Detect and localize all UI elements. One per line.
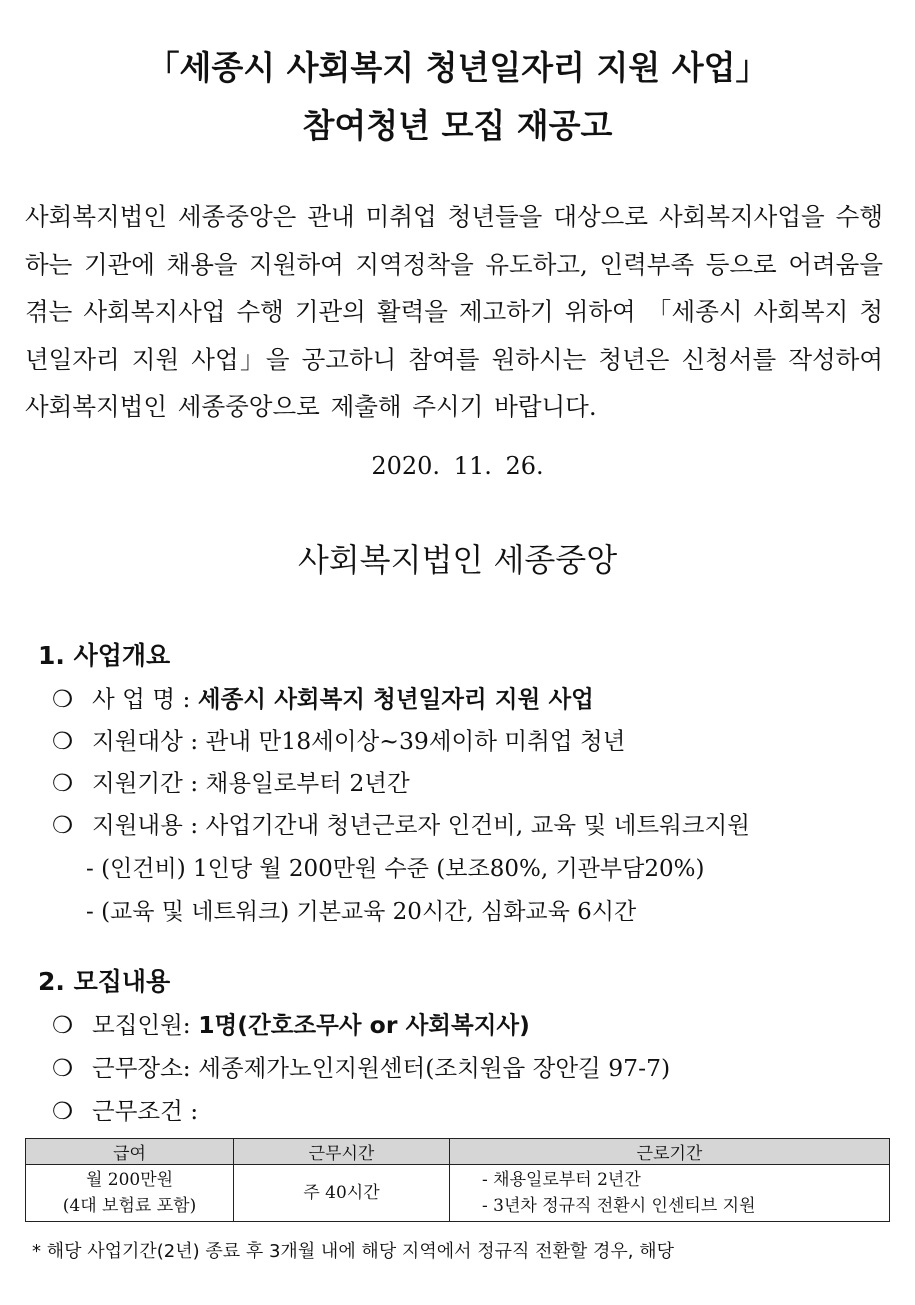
period-line: - 채용일로부터 2년간 [482, 1170, 641, 1190]
item-label: 지원내용 : [92, 811, 206, 839]
footnote: * 해당 사업기간(2년) 종료 후 3개월 내에 해당 지역에서 정규직 전환할 경우, 해당 [32, 1241, 674, 1262]
table-header-row [26, 1139, 890, 1165]
header-period: 근로기간 [450, 1139, 890, 1165]
intro-paragraph: 사회복지법인 세종중앙은 관내 미취업 청년들을 대상으로 사회복지사업을 수행하는 기관에 채용을 지원하여 지역정착을 유도하고, 인력부족 등으로 어려움을 겪는 사회복지사업 수행 기관의 활력을 제고하기 위하여 「세종시 사회복지 청년일자리 지원 사업」을 공고하니 참여를 원하시는 청년은 신청서를 작성하여 사회복지법인 세종중앙으로 제출해 주시기 바랍니다. [25, 202, 883, 421]
item-label: 사 업 명 : [92, 685, 198, 713]
item-value: 세종시 사회복지 청년일자리 지원 사업 [197, 685, 594, 713]
bullet-icon: ❍ [52, 1011, 74, 1039]
notice-title: 「세종시 사회복지 청년일자리 지원 사업」 [146, 48, 769, 87]
item-label: 근무장소: [92, 1054, 199, 1082]
section1-item-period [52, 764, 410, 798]
bullet-icon: ❍ [52, 811, 74, 839]
item-value: 사업기간내 청년근로자 인건비, 교육 및 네트워크지원 [205, 811, 750, 839]
header-pay: 급여 [26, 1139, 234, 1165]
section1-heading: 1. 사업개요 [38, 641, 171, 670]
section2-item-place [52, 1049, 670, 1083]
notice-date: 2020. 11. 26. [371, 452, 544, 480]
item-value: 채용일로부터 2년간 [205, 769, 410, 797]
bullet-icon: ❍ [52, 685, 74, 713]
pay-line: 월 200만원 [85, 1170, 174, 1190]
bullet-icon: ❍ [52, 769, 74, 797]
bullet-icon: ❍ [52, 1097, 74, 1125]
section2-item-recruit [52, 1006, 530, 1040]
bullet-icon: ❍ [52, 1054, 74, 1082]
section2-item-conditions [52, 1092, 198, 1126]
header-hours: 근무시간 [234, 1139, 450, 1165]
section1-item-target [52, 722, 625, 756]
item-label: 지원기간 : [92, 769, 206, 797]
bullet-icon: ❍ [52, 727, 74, 755]
table-row [26, 1165, 890, 1222]
item-label: 모집인원: [92, 1011, 199, 1039]
item-value: 관내 만18세이상~39세이하 미취업 청년 [205, 727, 626, 755]
notice-subtitle: 참여청년 모집 재공고 [302, 106, 613, 145]
item-value: 세종제가노인지원센터(조치원읍 장안길 97-7) [198, 1054, 671, 1082]
section1-subitem: - (교육 및 네트워크) 기본교육 20시간, 심화교육 6시간 [86, 899, 637, 925]
cell-pay [26, 1165, 234, 1222]
section1-item-name [52, 680, 594, 714]
pay-line: (4대 보험료 포함) [62, 1196, 197, 1216]
period-line: - 3년차 정규직 전환시 인센티브 지원 [482, 1196, 756, 1216]
cell-hours: 주 40시간 [234, 1165, 450, 1222]
section1-subitem: - (인건비) 1인당 월 200만원 수준 (보조80%, 기관부담20%) [86, 856, 705, 882]
section2-heading: 2. 모집내용 [38, 967, 171, 996]
cell-period [450, 1165, 890, 1222]
work-conditions-table [25, 1138, 890, 1222]
item-value: 1명(간호조무사 or 사회복지사) [198, 1011, 530, 1039]
organization-name: 사회복지법인 세종중앙 [297, 541, 618, 579]
item-label: 근무조건 : [92, 1097, 199, 1125]
item-label: 지원대상 : [92, 727, 206, 755]
section1-item-content [52, 806, 750, 840]
